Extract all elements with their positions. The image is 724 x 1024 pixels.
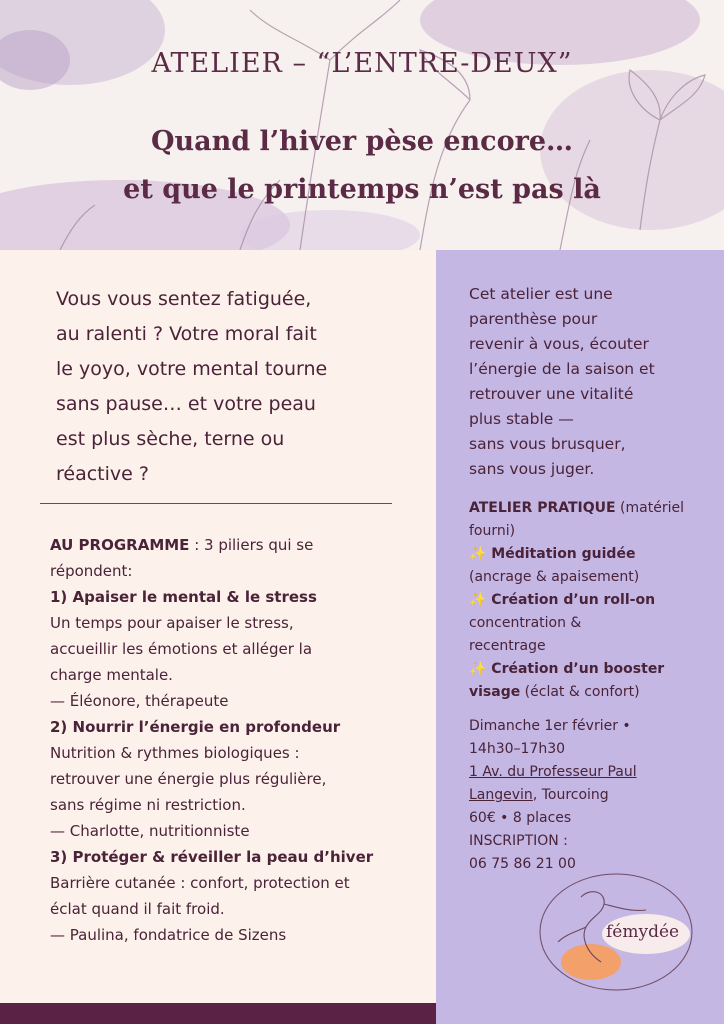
workshop-description [469,282,709,482]
address-line-2 [469,784,709,807]
subtitle-line-2: et que le printemps n’est pas là [123,174,601,205]
intro-line: au ralenti ? Votre moral fait [56,323,317,345]
intro-line: est plus sèche, terne ou [56,428,285,450]
practical-title: ATELIER PRATIQUE [469,500,616,516]
pillar-2-text: sans régime ni restriction. [50,796,246,814]
practical-item-2 [469,589,719,612]
practical-section [469,497,719,704]
intro-text [56,282,396,492]
event-time: 14h30–17h30 [469,741,566,757]
sparkles-icon: ✨ [469,546,487,562]
practical-item-3-line2 [469,681,719,704]
pillar-2-author: — Charlotte, nutritionniste [50,822,250,840]
pillar-2-title [50,714,420,740]
event-date: Dimanche 1er février • [469,718,631,734]
intro-line: Vous vous sentez fatiguée, [56,288,312,310]
pillar-3-title [50,844,420,870]
inscription-label: INSCRIPTION : [469,833,568,849]
item-1-detail: (ancrage & apaisement) [469,569,640,585]
address-link[interactable]: 1 Av. du Professeur Paul [469,764,637,780]
event-info [469,715,709,876]
pillar-3-text: éclat quand il fait froid. [50,900,225,918]
header-banner [0,0,724,250]
pillar-1-title-text: 1) Apaiser le mental & le stress [50,588,317,606]
item-2-detail: concentration & [469,615,582,631]
sparkles-icon: ✨ [469,661,487,677]
intro-line: le yoyo, votre mental tourne [56,358,328,380]
logo-text: fémydée [606,922,680,942]
description-line: retrouver une vitalité [469,385,634,403]
practical-heading-line2: fourni) [469,523,516,539]
description-line: revenir à vous, écouter [469,335,649,353]
description-line: l’énergie de la saison et [469,360,655,378]
pillar-3-author: — Paulina, fondatrice de Sizens [50,926,287,944]
item-2-detail: recentrage [469,638,546,654]
bottom-bar [0,1003,436,1024]
subtitle-line-1: Quand l’hiver pèse encore… [150,126,574,157]
pillar-1-author: — Éléonore, thérapeute [50,692,229,710]
intro-line: sans pause… et votre peau [56,393,316,415]
description-line: plus stable — [469,410,574,428]
pillar-1-text: Un temps pour apaiser le stress, [50,614,294,632]
address-city: , Tourcoing [532,787,609,803]
pillar-1-title [50,584,420,610]
sparkles-icon: ✨ [469,592,487,608]
item-3-detail: (éclat & confort) [520,684,640,700]
description-line: parenthèse pour [469,310,598,328]
item-2-title: Création d’un roll-on [486,592,656,608]
phone-number[interactable]: 06 75 86 21 00 [469,856,576,872]
practical-heading [469,497,719,520]
price-places: 60€ • 8 places [469,810,572,826]
item-3-title: Création d’un booster [486,661,665,677]
address-link-2[interactable]: Langevin [469,787,533,803]
pillar-1-text: charge mentale. [50,666,173,684]
description-line: sans vous brusquer, [469,435,626,453]
pillar-1-text: accueillir les émotions et alléger la [50,640,313,658]
program-section [50,532,420,948]
practical-item-1 [469,543,719,566]
workshop-title: ATELIER – “L’ENTRE-DEUX” [151,48,573,79]
practical-item-3 [469,658,719,681]
item-3-title-2: visage [469,684,521,700]
item-1-title: Méditation guidée [486,546,636,562]
intro-line: réactive ? [56,463,149,485]
description-line: Cet atelier est une [469,285,613,303]
pillar-2-title-text: 2) Nourrir l’énergie en profondeur [50,718,341,736]
program-heading-rest: : 3 piliers qui se [189,536,314,554]
description-line: sans vous juger. [469,460,595,478]
pillar-3-text: Barrière cutanée : confort, protection et [50,874,350,892]
program-heading-label: AU PROGRAMME [50,536,190,554]
program-heading [50,532,420,558]
pillar-3-title-text: 3) Protéger & réveiller la peau d’hiver [50,848,374,866]
workshop-subtitle [0,118,724,214]
pillar-2-text: retrouver une énergie plus régulière, [50,770,327,788]
pillar-2-text: Nutrition & rythmes biologiques : [50,744,300,762]
divider [40,503,392,504]
practical-rest: (matériel [615,500,684,516]
program-heading-line2: répondent: [50,562,133,580]
